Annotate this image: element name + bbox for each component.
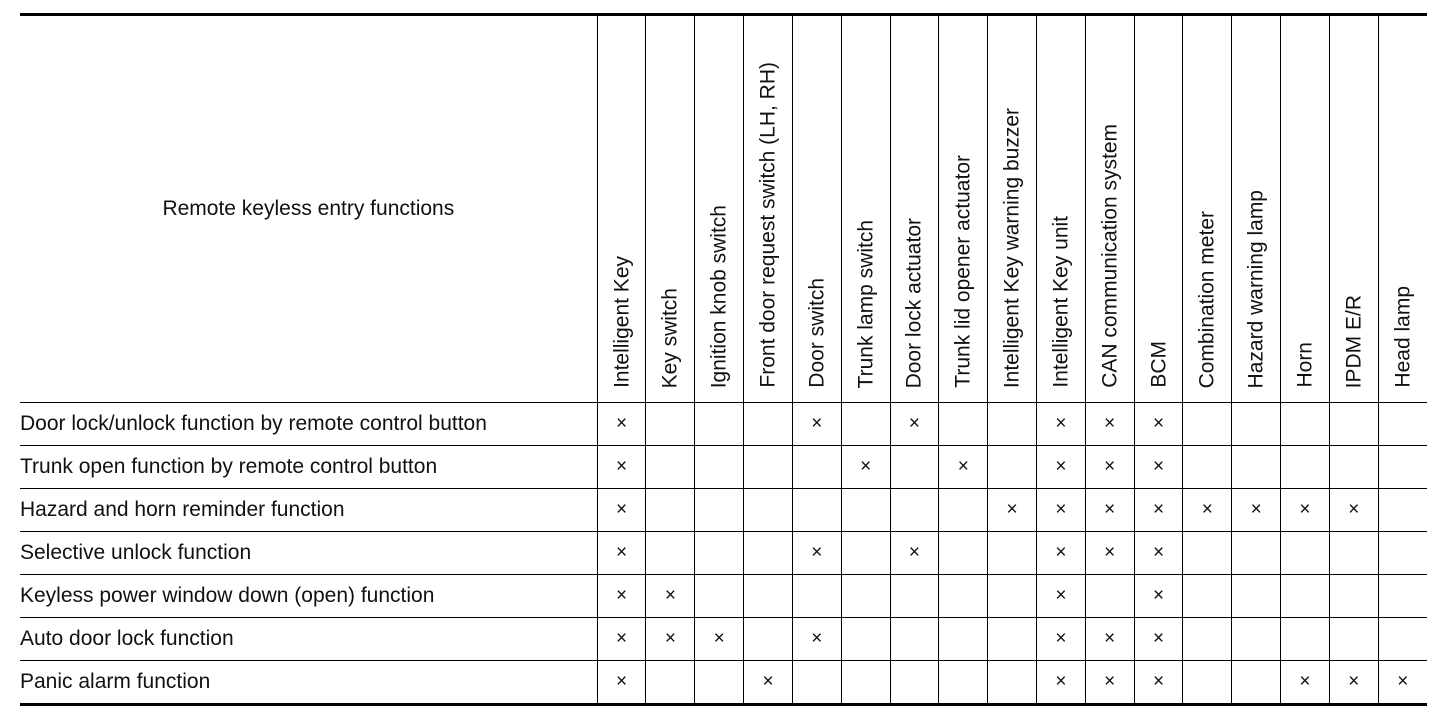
mark-cell: ×	[646, 618, 695, 661]
mark-cell: ×	[1085, 489, 1134, 532]
mark-cell	[1281, 575, 1330, 618]
mark-cell: ×	[1085, 446, 1134, 489]
table-row	[20, 446, 1427, 489]
mark-cell	[646, 446, 695, 489]
mark-cell	[792, 489, 841, 532]
mark-cell: ×	[988, 489, 1037, 532]
mark-cell	[939, 661, 988, 705]
mark-cell	[1183, 403, 1232, 446]
mark-cell	[1232, 575, 1281, 618]
column-header-label: IPDM E/R	[1342, 294, 1366, 388]
mark-cell	[890, 618, 939, 661]
column-header	[939, 15, 988, 403]
mark-cell	[841, 575, 890, 618]
mark-cell: ×	[1036, 575, 1085, 618]
mark-cell	[1183, 618, 1232, 661]
mark-cell	[1085, 575, 1134, 618]
mark-cell: ×	[792, 532, 841, 575]
mark-cell: ×	[1281, 661, 1330, 705]
table-row	[20, 489, 1427, 532]
mark-cell	[890, 489, 939, 532]
mark-cell	[695, 532, 744, 575]
mark-cell	[939, 618, 988, 661]
function-label: Keyless power window down (open) function	[20, 575, 597, 618]
corner-header: Remote keyless entry functions	[20, 15, 597, 403]
mark-cell	[646, 403, 695, 446]
mark-cell: ×	[792, 403, 841, 446]
mark-cell	[1183, 532, 1232, 575]
function-label: Hazard and horn reminder function	[20, 489, 597, 532]
table-row	[20, 403, 1427, 446]
function-label: Selective unlock function	[20, 532, 597, 575]
column-header	[646, 15, 695, 403]
function-label: Trunk open function by remote control button	[20, 446, 597, 489]
mark-cell: ×	[1036, 661, 1085, 705]
mark-cell	[1281, 446, 1330, 489]
column-header-label: Horn	[1293, 342, 1317, 388]
mark-cell	[1281, 532, 1330, 575]
mark-cell: ×	[1134, 403, 1183, 446]
mark-cell	[744, 489, 793, 532]
column-header-label: Trunk lamp switch	[854, 219, 878, 388]
mark-cell	[695, 575, 744, 618]
mark-cell	[1378, 532, 1427, 575]
mark-cell: ×	[1134, 661, 1183, 705]
column-header-label: Combination meter	[1195, 210, 1219, 388]
column-header	[1036, 15, 1085, 403]
mark-cell	[646, 532, 695, 575]
column-header	[1085, 15, 1134, 403]
mark-cell	[1378, 618, 1427, 661]
mark-cell	[792, 575, 841, 618]
mark-cell	[744, 446, 793, 489]
column-header-label: Key switch	[658, 287, 682, 388]
column-header-label: Ignition knob switch	[707, 204, 731, 388]
mark-cell: ×	[646, 575, 695, 618]
mark-cell	[1183, 661, 1232, 705]
mark-cell: ×	[1134, 446, 1183, 489]
mark-cell: ×	[1085, 661, 1134, 705]
column-header-label: BCM	[1147, 341, 1171, 388]
mark-cell	[744, 618, 793, 661]
mark-cell	[988, 618, 1037, 661]
table-row	[20, 575, 1427, 618]
table-header-row	[20, 15, 1427, 403]
column-header-label: Door lock actuator	[902, 217, 926, 388]
mark-cell: ×	[1036, 489, 1085, 532]
mark-cell: ×	[597, 403, 646, 446]
mark-cell	[1329, 403, 1378, 446]
column-header-label: Intelligent Key unit	[1049, 216, 1073, 388]
mark-cell	[939, 575, 988, 618]
mark-cell: ×	[1134, 618, 1183, 661]
table-body	[20, 403, 1427, 705]
function-matrix-table	[20, 13, 1427, 706]
column-header	[597, 15, 646, 403]
mark-cell: ×	[1281, 489, 1330, 532]
mark-cell: ×	[1036, 403, 1085, 446]
mark-cell: ×	[597, 575, 646, 618]
column-header-label: Intelligent Key warning buzzer	[1000, 107, 1024, 388]
mark-cell	[1232, 618, 1281, 661]
mark-cell	[890, 446, 939, 489]
mark-cell: ×	[1134, 489, 1183, 532]
mark-cell: ×	[1329, 489, 1378, 532]
mark-cell	[841, 532, 890, 575]
column-header-label: Hazard warning lamp	[1244, 189, 1268, 388]
column-header	[744, 15, 793, 403]
mark-cell: ×	[841, 446, 890, 489]
mark-cell: ×	[1134, 532, 1183, 575]
column-header	[1329, 15, 1378, 403]
mark-cell: ×	[1183, 489, 1232, 532]
column-header	[988, 15, 1037, 403]
mark-cell	[1329, 618, 1378, 661]
mark-cell	[1378, 575, 1427, 618]
mark-cell	[939, 489, 988, 532]
column-header-label: Door switch	[805, 278, 829, 388]
column-header-label: Head lamp	[1391, 286, 1415, 388]
mark-cell	[1329, 532, 1378, 575]
mark-cell: ×	[1036, 446, 1085, 489]
mark-cell: ×	[1232, 489, 1281, 532]
mark-cell: ×	[1085, 403, 1134, 446]
mark-cell	[988, 403, 1037, 446]
mark-cell	[695, 489, 744, 532]
mark-cell	[988, 532, 1037, 575]
mark-cell: ×	[597, 661, 646, 705]
mark-cell	[646, 489, 695, 532]
column-header	[1134, 15, 1183, 403]
mark-cell: ×	[597, 489, 646, 532]
mark-cell: ×	[1036, 618, 1085, 661]
mark-cell	[1183, 575, 1232, 618]
mark-cell: ×	[890, 403, 939, 446]
function-label: Door lock/unlock function by remote control button	[20, 403, 597, 446]
function-label: Auto door lock function	[20, 618, 597, 661]
mark-cell	[646, 661, 695, 705]
column-header	[792, 15, 841, 403]
column-header	[890, 15, 939, 403]
mark-cell: ×	[890, 532, 939, 575]
column-header	[841, 15, 890, 403]
mark-cell	[1329, 575, 1378, 618]
mark-cell: ×	[939, 446, 988, 489]
mark-cell	[841, 403, 890, 446]
mark-cell	[695, 661, 744, 705]
column-header-label: Trunk lid opener actuator	[951, 155, 975, 388]
mark-cell	[1281, 618, 1330, 661]
column-header	[1183, 15, 1232, 403]
mark-cell: ×	[1134, 575, 1183, 618]
mark-cell: ×	[1036, 532, 1085, 575]
mark-cell	[1183, 446, 1232, 489]
table-row	[20, 661, 1427, 705]
table-row	[20, 532, 1427, 575]
mark-cell	[841, 489, 890, 532]
mark-cell: ×	[1085, 618, 1134, 661]
mark-cell	[1281, 403, 1330, 446]
mark-cell	[988, 446, 1037, 489]
mark-cell	[841, 661, 890, 705]
mark-cell	[744, 532, 793, 575]
mark-cell: ×	[744, 661, 793, 705]
column-header	[1281, 15, 1330, 403]
mark-cell	[988, 661, 1037, 705]
mark-cell: ×	[1378, 661, 1427, 705]
mark-cell	[792, 446, 841, 489]
column-header	[1232, 15, 1281, 403]
mark-cell	[1232, 661, 1281, 705]
mark-cell	[890, 575, 939, 618]
mark-cell	[744, 575, 793, 618]
mark-cell: ×	[1085, 532, 1134, 575]
mark-cell: ×	[695, 618, 744, 661]
mark-cell	[939, 532, 988, 575]
mark-cell: ×	[1329, 661, 1378, 705]
mark-cell	[1378, 403, 1427, 446]
column-header-label: CAN communication system	[1098, 124, 1122, 388]
mark-cell	[939, 403, 988, 446]
mark-cell	[890, 661, 939, 705]
column-header	[1378, 15, 1427, 403]
mark-cell	[695, 403, 744, 446]
mark-cell	[1329, 446, 1378, 489]
table-row	[20, 618, 1427, 661]
mark-cell	[1378, 489, 1427, 532]
mark-cell	[988, 575, 1037, 618]
mark-cell: ×	[597, 618, 646, 661]
mark-cell	[1232, 403, 1281, 446]
column-header-label: Intelligent Key	[610, 256, 634, 388]
mark-cell	[695, 446, 744, 489]
mark-cell	[1232, 532, 1281, 575]
mark-cell	[1378, 446, 1427, 489]
mark-cell	[744, 403, 793, 446]
mark-cell	[1232, 446, 1281, 489]
function-label: Panic alarm function	[20, 661, 597, 705]
mark-cell	[792, 661, 841, 705]
mark-cell: ×	[597, 532, 646, 575]
column-header-label: Front door request switch (LH, RH)	[756, 62, 780, 388]
mark-cell: ×	[792, 618, 841, 661]
column-header	[695, 15, 744, 403]
mark-cell: ×	[597, 446, 646, 489]
mark-cell	[841, 618, 890, 661]
